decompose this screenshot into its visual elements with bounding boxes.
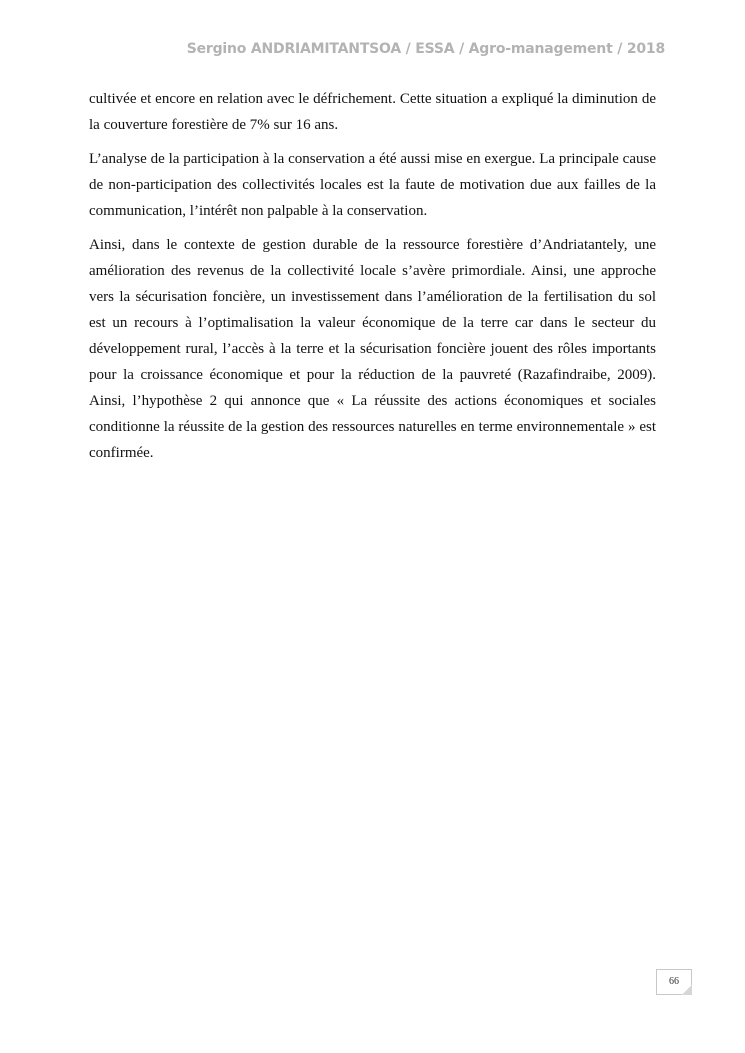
page-number: 66: [669, 976, 679, 987]
paragraph: Ainsi, dans le contexte de gestion durable de la ressource forestière d’Andriatantely, une amélioration des revenus de la collectivité locale s’avère primordiale. Ainsi, une approche vers la sécurisation foncière, un investissement dans l’amélioration de la fertilisation du sol est un recours à l’optimalisation la valeur économique de la terre car dans le secteur du développement rural, l’accès à la terre et la sécurisation foncière jouent des rôles importants pour la croissance économique et pour la réduction de la pauvreté (Razafindraibe, 2009). Ainsi, l’hypothèse 2 qui annonce que « La réussite des actions économiques et sociales conditionne la réussite de la gestion des ressources naturelles en terme environnementale » est confirmée.: [89, 237, 656, 461]
body-text: [89, 86, 656, 474]
paragraph: cultivée et encore en relation avec le défrichement. Cette situation a expliqué la diminution de la couverture forestière de 7% sur 16 ans.: [89, 91, 656, 133]
running-header: Sergino ANDRIAMITANTSOA / ESSA / Agro-management / 2018: [186, 41, 665, 57]
page-number-box: [656, 969, 692, 995]
paragraph: L’analyse de la participation à la conservation a été aussi mise en exergue. La principale cause de non-participation des collectivités locales est la faute de motivation due aux failles de la communication, l’intérêt non palpable à la conservation.: [89, 151, 656, 219]
page-fold-icon: [682, 985, 692, 995]
